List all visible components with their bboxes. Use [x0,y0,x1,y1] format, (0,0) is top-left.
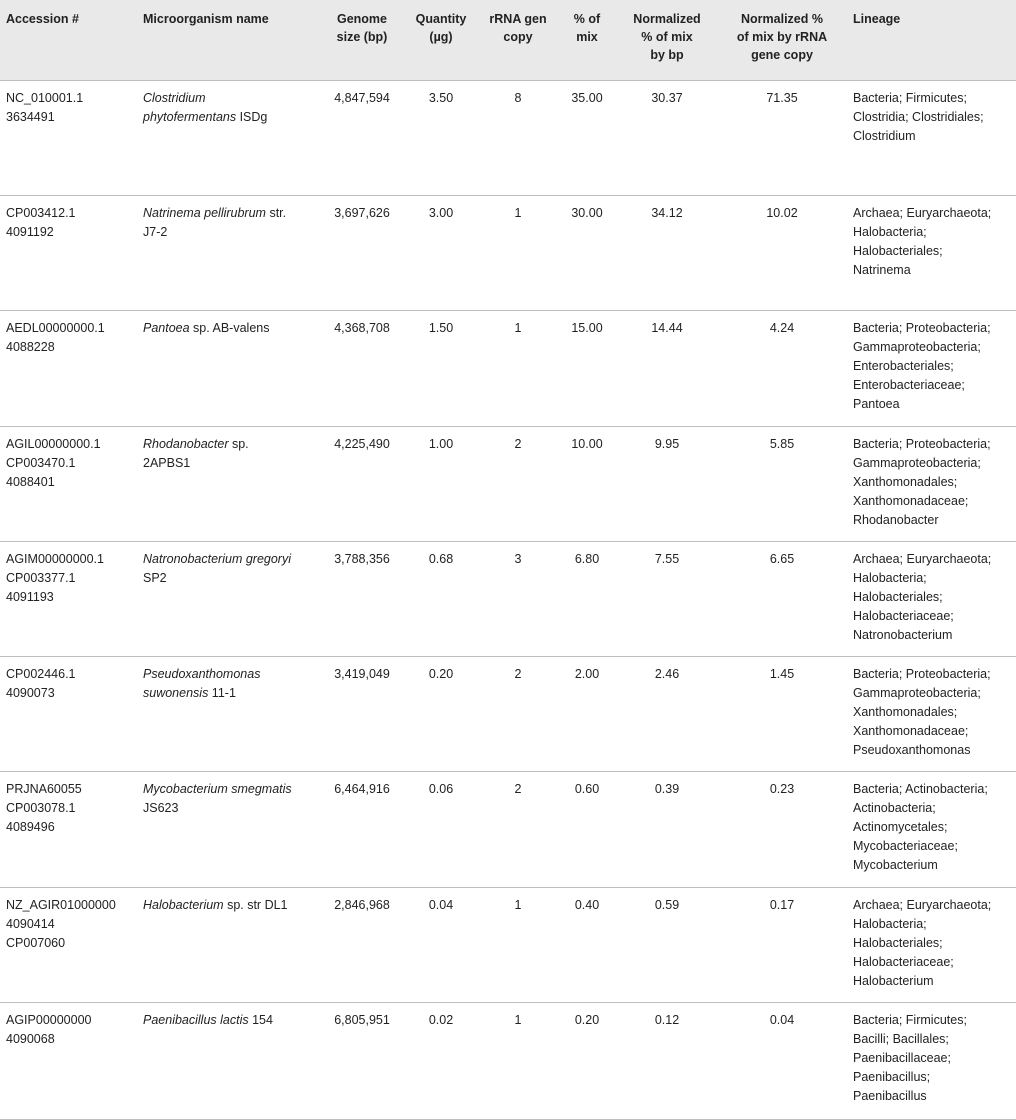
microorganism-name-cell [137,310,321,426]
organism-strain: ISDg [236,109,268,124]
accession-cell: NC_010001.1 3634491 [6,90,84,124]
organism-strain: str. J7-2 [143,205,287,239]
normalized-bp-cell: 0.59 [654,897,680,912]
genome-size-cell: 4,847,594 [334,90,390,105]
accession-cell: AEDL00000000.1 4088228 [6,320,105,354]
organism-strain: sp. AB-valens [189,320,270,335]
organism-strain: 154 [248,1012,273,1027]
percent-mix-cell: 2.00 [574,666,600,681]
genome-size-cell: 6,805,951 [334,1012,390,1027]
percent-mix-cell: 6.80 [574,551,600,566]
table-row [0,426,1016,541]
organism-genus-species: Pseudoxanthomonas suwonensis [143,666,261,700]
microorganism-name-cell [137,656,321,771]
organism-genus-species: Paenibacillus lactis [143,1012,249,1027]
organism-genus-species: Clostridium phytofermentans [143,90,237,124]
rrna-copy-cell: 1 [514,1012,522,1027]
header-microorganism-name: Microorganism name [143,12,269,26]
rrna-copy-cell: 3 [514,551,522,566]
normalized-bp-cell: 34.12 [651,205,683,220]
microorganism-name-cell [137,195,321,310]
quantity-cell: 0.20 [428,666,454,681]
rrna-copy-cell: 8 [514,90,522,105]
accession-cell: CP003412.1 4091192 [6,205,76,239]
normalized-rrna-cell: 4.24 [769,320,795,335]
quantity-cell: 1.00 [428,436,454,451]
percent-mix-cell: 0.60 [574,781,600,796]
rrna-copy-cell: 1 [514,320,522,335]
microorganism-name-cell [137,771,321,887]
header-quantity: Quantity (µg) [415,12,467,44]
lineage-cell: Bacteria; Proteobacteria; Gammaproteobacteria; Xanthomonadales; Xanthomonadaceae; Rhodanobacter [853,436,991,527]
lineage-cell: Bacteria; Actinobacteria; Actinobacteria; Actinomycetales; Mycobacteriaceae; Mycobacterium [853,781,988,872]
microorganism-name-cell [137,80,321,195]
normalized-rrna-cell: 1.45 [769,666,795,681]
genome-size-cell: 2,846,968 [334,897,390,912]
normalized-bp-cell: 2.46 [654,666,680,681]
table-row [0,80,1016,195]
normalized-rrna-cell: 10.02 [766,205,798,220]
table-header [0,0,1016,80]
lineage-cell: Archaea; Euryarchaeota; Halobacteria; Halobacteriales; Halobacteriaceae; Halobacterium [853,897,992,988]
organism-strain: JS623 [143,800,179,815]
accession-cell: PRJNA60055 CP003078.1 4089496 [6,781,82,834]
normalized-bp-cell: 0.12 [654,1012,680,1027]
normalized-bp-cell: 30.37 [651,90,683,105]
normalized-rrna-cell: 0.23 [769,781,795,796]
rrna-copy-cell: 1 [514,205,522,220]
percent-mix-cell: 15.00 [571,320,603,335]
normalized-rrna-cell: 5.85 [769,436,795,451]
genome-size-cell: 4,368,708 [334,320,390,335]
rrna-copy-cell: 1 [514,897,522,912]
quantity-cell: 3.50 [428,90,454,105]
quantity-cell: 0.68 [428,551,454,566]
organism-strain: SP2 [143,570,167,585]
accession-cell: AGIP00000000 4090068 [6,1012,92,1046]
percent-mix-cell: 30.00 [571,205,603,220]
microorganism-name-cell [137,887,321,1002]
table-row [0,195,1016,310]
organism-genus-species: Natrinema pellirubrum [143,205,266,220]
rrna-copy-cell: 2 [514,666,522,681]
quantity-cell: 0.02 [428,1012,454,1027]
normalized-rrna-cell: 6.65 [769,551,795,566]
header-accession: Accession # [6,12,79,26]
genome-size-cell: 3,419,049 [334,666,390,681]
organism-genus-species: Natronobacterium gregoryi [143,551,291,566]
accession-cell: NZ_AGIR01000000 4090414 CP007060 [6,897,116,950]
normalized-bp-cell: 9.95 [654,436,680,451]
table-row [0,771,1016,887]
table-row [0,887,1016,1002]
organism-genus-species: Pantoea [143,320,190,335]
genome-size-cell: 4,225,490 [334,436,390,451]
organism-strain: sp. 2APBS1 [143,436,249,470]
normalized-rrna-cell: 71.35 [766,90,798,105]
quantity-cell: 1.50 [428,320,454,335]
header-row [0,0,1016,80]
header-normalized-bp: Normalized % of mix by bp [633,12,701,62]
rrna-copy-cell: 2 [514,781,522,796]
microorganism-name-cell [137,1002,321,1119]
lineage-cell: Bacteria; Proteobacteria; Gammaproteobacteria; Xanthomonadales; Xanthomonadaceae; Pseudoxanthomonas [853,666,991,757]
table-row [0,1002,1016,1119]
table-row [0,656,1016,771]
normalized-rrna-cell: 0.04 [769,1012,795,1027]
quantity-cell: 0.06 [428,781,454,796]
quantity-cell: 3.00 [428,205,454,220]
microorganism-name-cell [137,426,321,541]
normalized-bp-cell: 14.44 [651,320,683,335]
genome-size-cell: 3,697,626 [334,205,390,220]
organism-genus-species: Mycobacterium smegmatis [143,781,292,796]
percent-mix-cell: 0.20 [574,1012,600,1027]
header-percent-mix: % of mix [573,12,601,44]
header-normalized-rrna: Normalized % of mix by rRNA gene copy [736,12,828,62]
organism-genus-species: Halobacterium [143,897,224,912]
lineage-cell: Archaea; Euryarchaeota; Halobacteria; Halobacteriales; Natrinema [853,205,992,277]
lineage-cell: Bacteria; Firmicutes; Bacilli; Bacillales; Paenibacillaceae; Paenibacillus; Paenibacillus [853,1012,967,1103]
table-row [0,541,1016,656]
organism-genus-species: Rhodanobacter [143,436,229,451]
quantity-cell: 0.04 [428,897,454,912]
lineage-cell: Archaea; Euryarchaeota; Halobacteria; Halobacteriales; Halobacteriaceae; Natronobacterium [853,551,992,642]
percent-mix-cell: 0.40 [574,897,600,912]
microorganism-name-cell [137,541,321,656]
normalized-bp-cell: 0.39 [654,781,680,796]
organism-strain: 11-1 [208,685,236,700]
percent-mix-cell: 10.00 [571,436,603,451]
lineage-cell: Bacteria; Firmicutes; Clostridia; Clostridiales; Clostridium [853,90,984,143]
table-body [0,80,1016,1119]
lineage-cell: Bacteria; Proteobacteria; Gammaproteobacteria; Enterobacteriales; Enterobacteriaceae; Pantoea [853,320,991,411]
normalized-rrna-cell: 0.17 [769,897,795,912]
accession-cell: AGIM00000000.1 CP003377.1 4091193 [6,551,104,604]
organism-strain: sp. str DL1 [223,897,288,912]
normalized-bp-cell: 7.55 [654,551,680,566]
header-genome-size: Genome size (bp) [336,12,388,44]
header-lineage: Lineage [853,12,901,26]
rrna-copy-cell: 2 [514,436,522,451]
table-row [0,310,1016,426]
percent-mix-cell: 35.00 [571,90,603,105]
accession-cell: AGIL00000000.1 CP003470.1 4088401 [6,436,101,489]
genome-size-cell: 3,788,356 [334,551,390,566]
header-rrna-copy: rRNA gen copy [489,12,547,44]
genome-size-cell: 6,464,916 [334,781,390,796]
accession-cell: CP002446.1 4090073 [6,666,76,700]
